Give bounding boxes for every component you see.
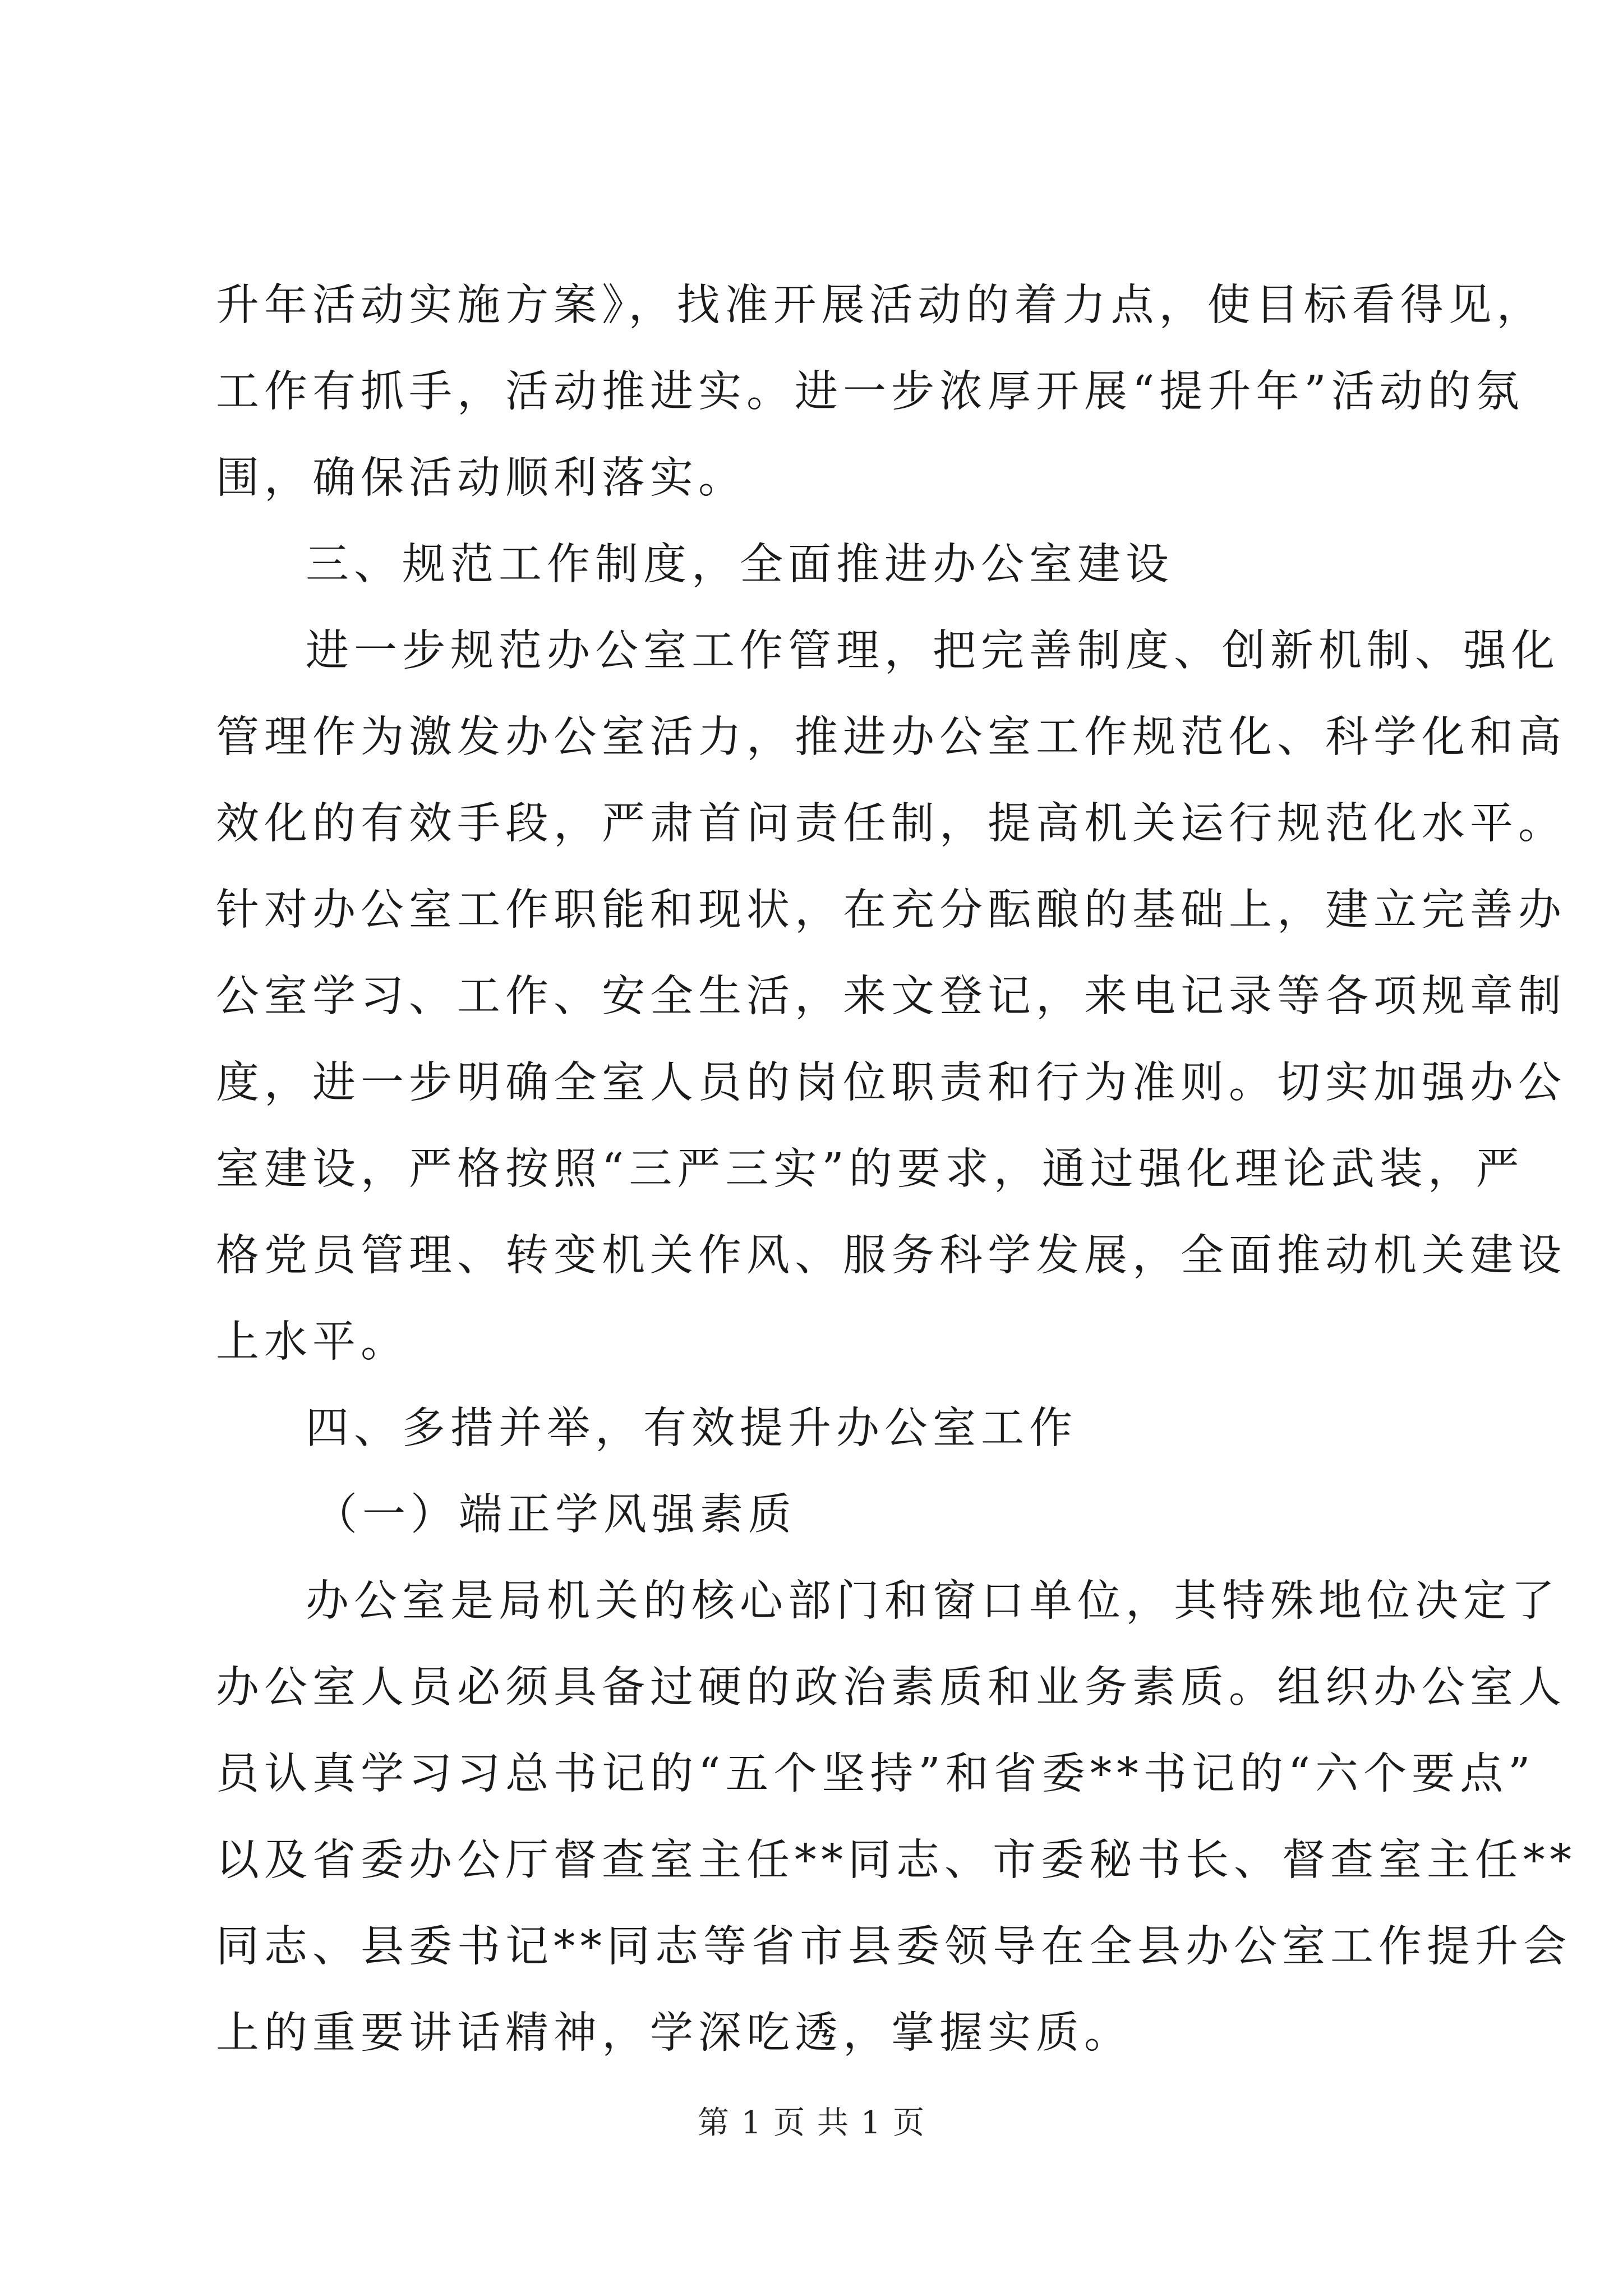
- text-line: 围，确保活动顺利落实。: [216, 453, 746, 503]
- section-heading: 四、多措并举，有效提升办公室工作: [306, 1404, 1077, 1453]
- text-line: 员认真学习习总书记的“五个坚持”和省委**书记的“六个要点”: [216, 1749, 1536, 1799]
- text-line: 度，进一步明确全室人员的岗位职责和行为准则。切实加强办公: [216, 1058, 1566, 1108]
- subsection-heading: （一）端正学风强素质: [314, 1490, 796, 1540]
- text-line: 公室学习、工作、安全生活，来文登记，来电记录等各项规章制: [216, 972, 1566, 1022]
- text-line: 上水平。: [216, 1317, 409, 1367]
- text-line: 同志、县委书记**同志等省市县委领导在全县办公室工作提升会: [216, 1922, 1571, 1972]
- text-line: 工作有抓手，活动推进实。进一步浓厚开展“提升年”活动的氛: [216, 367, 1524, 417]
- paragraph-start: 办公室是局机关的核心部门和窗口单位，其特殊地位决定了: [306, 1576, 1560, 1626]
- text-line: 格党员管理、转变机关作风、服务科学发展，全面推动机关建设: [216, 1231, 1566, 1281]
- paragraph-start: 进一步规范办公室工作管理，把完善制度、创新机制、强化: [306, 626, 1560, 676]
- section-heading: 三、规范工作制度，全面推进办公室建设: [306, 540, 1174, 590]
- text-line: 管理作为激发办公室活力，推进办公室工作规范化、科学化和高: [216, 712, 1566, 762]
- text-line: 针对办公室工作职能和现状，在充分酝酿的基础上，建立完善办: [216, 885, 1566, 935]
- text-line: 升年活动实施方案》，找准开展活动的着力点，使目标看得见，: [216, 280, 1545, 330]
- document-body: [216, 263, 1576, 2077]
- text-line: 效化的有效手段，严肃首问责任制，提高机关运行规范化水平。: [216, 799, 1566, 849]
- text-line: 室建设，严格按照“三严三实”的要求，通过强化理论武装，严: [216, 1144, 1524, 1194]
- text-line: 以及省委办公厅督查室主任**同志、市委秘书长、督查室主任**: [216, 1835, 1576, 1885]
- text-line: 上的重要讲话精神，学深吃透，掌握实质。: [216, 2008, 1132, 2058]
- text-line: 办公室人员必须具备过硬的政治素质和业务素质。组织办公室人: [216, 1663, 1566, 1713]
- page-footer: 第 1 页 共 1 页: [697, 2105, 926, 2141]
